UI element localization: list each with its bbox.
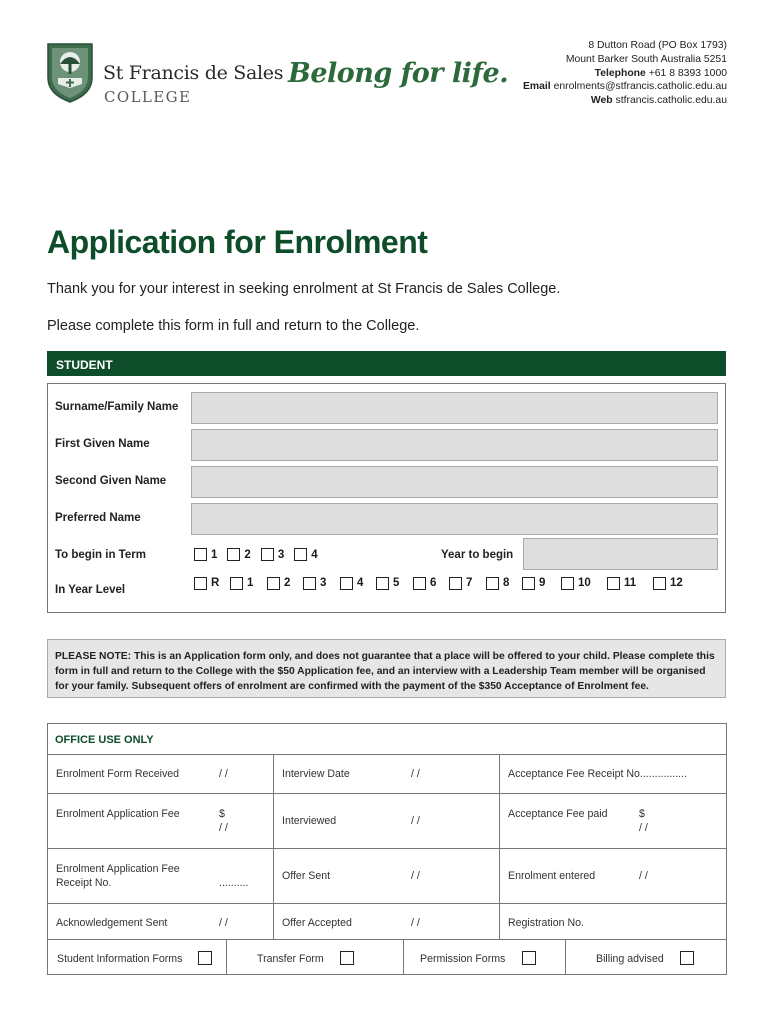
telephone-label: Telephone	[594, 67, 646, 79]
student-info-forms-label: Student Information Forms	[57, 953, 183, 965]
year-level-option[interactable]	[267, 577, 290, 590]
year-level-option[interactable]	[607, 577, 636, 590]
acceptance-fee-paid-date[interactable]: / /	[639, 822, 648, 834]
year-level-option[interactable]	[413, 577, 436, 590]
college-crest-logo	[46, 40, 94, 104]
year-level-option-label: 10	[578, 577, 591, 589]
divider	[48, 848, 726, 849]
office-use-heading: OFFICE USE ONLY	[55, 734, 154, 746]
telephone-value: +61 8 8393 1000	[648, 67, 727, 79]
contact-block	[523, 39, 727, 108]
web-value[interactable]: stfrancis.catholic.edu.au	[615, 95, 727, 107]
transfer-form-checkbox[interactable]	[340, 951, 354, 965]
divider	[499, 754, 500, 939]
year-level-checkbox[interactable]	[303, 577, 316, 590]
year-level-option-label: R	[211, 577, 220, 589]
divider	[48, 903, 726, 904]
year-to-begin-input[interactable]	[523, 538, 718, 570]
divider	[565, 939, 566, 975]
enrolment-entered-label: Enrolment entered	[508, 870, 596, 882]
year-level-checkbox[interactable]	[267, 577, 280, 590]
intro-line-2: Please complete this form in full and return to the College.	[47, 318, 420, 334]
page-title: Application for Enrolment	[47, 224, 428, 260]
year-level-option[interactable]	[449, 577, 472, 590]
logo-college: COLLEGE	[104, 88, 192, 106]
acknowledgement-sent-date[interactable]: / /	[219, 917, 228, 929]
year-level-checkbox[interactable]	[522, 577, 535, 590]
term-option-label: 1	[211, 548, 218, 561]
surname-label: Surname/Family Name	[55, 401, 179, 413]
year-level-option-label: 3	[320, 577, 327, 589]
year-level-option-label: 6	[430, 577, 437, 589]
year-level-checkbox[interactable]	[340, 577, 353, 590]
year-level-checkbox[interactable]	[486, 577, 499, 590]
divider	[48, 793, 726, 794]
billing-advised-label: Billing advised	[596, 953, 664, 965]
billing-advised-checkbox[interactable]	[680, 951, 694, 965]
enrolment-entered-date[interactable]: / /	[639, 870, 648, 882]
year-level-option[interactable]	[486, 577, 509, 590]
year-level-checkbox[interactable]	[449, 577, 462, 590]
permission-forms-label: Permission Forms	[420, 953, 506, 965]
student-section	[47, 383, 726, 613]
preferred-name-label: Preferred Name	[55, 512, 141, 524]
acceptance-fee-paid-label: Acceptance Fee paid	[508, 808, 608, 820]
term-checkbox[interactable]	[261, 548, 274, 561]
permission-forms-checkbox[interactable]	[522, 951, 536, 965]
student-section-heading: STUDENT	[47, 351, 726, 376]
year-level-option[interactable]	[376, 577, 399, 590]
term-options	[194, 548, 318, 561]
year-level-option-label: 11	[624, 577, 637, 589]
acceptance-fee-receipt-value[interactable]: ...............	[642, 768, 688, 780]
acceptance-fee-receipt-label	[508, 767, 687, 781]
offer-accepted-label: Offer Accepted	[282, 917, 352, 929]
office-use-section	[47, 723, 727, 975]
tagline: Belong for life.	[288, 58, 509, 89]
year-level-option-label: 12	[670, 577, 683, 589]
year-level-option-label: 8	[503, 577, 510, 589]
year-level-checkbox[interactable]	[413, 577, 426, 590]
year-level-checkbox[interactable]	[194, 577, 207, 590]
term-option[interactable]	[194, 548, 217, 561]
preferred-name-input[interactable]	[191, 503, 718, 535]
year-level-option-label: 7	[466, 577, 473, 589]
year-level-option[interactable]	[340, 577, 363, 590]
year-level-checkbox[interactable]	[653, 577, 666, 590]
surname-input[interactable]	[191, 392, 718, 424]
logo-name: St Francis de Sales	[103, 62, 284, 84]
first-name-input[interactable]	[191, 429, 718, 461]
term-option-label: 2	[244, 548, 251, 561]
interview-date-label: Interview Date	[282, 768, 350, 780]
address-line-1: 8 Dutton Road (PO Box 1793)	[588, 40, 727, 51]
divider	[48, 754, 726, 755]
registration-no-label: Registration No.	[508, 917, 584, 929]
term-option-label: 4	[311, 548, 318, 561]
email-line	[523, 80, 727, 94]
fee-receipt-value[interactable]: ..........	[219, 877, 249, 889]
enrolment-form-received-label: Enrolment Form Received	[56, 768, 180, 780]
term-label: To begin in Term	[55, 549, 146, 561]
year-level-checkbox[interactable]	[230, 577, 243, 590]
intro-line-1: Thank you for your interest in seeking enrolment at St Francis de Sales College.	[47, 281, 561, 297]
application-note: PLEASE NOTE: This is an Application form only, and does not guarantee that a place will be offered to your child. Please complete this form in full and return to the College with the $50 Application fee, and an interview with a Leadership Team member will be organised for your family. Subsequent offers of enrolment are confirmed with the payment of the $350 Acceptance of Enrolment fee.	[47, 639, 726, 698]
year-level-option[interactable]	[194, 577, 219, 590]
offer-sent-date[interactable]: / /	[411, 870, 420, 882]
interviewed-label: Interviewed	[282, 815, 337, 827]
divider	[403, 939, 404, 975]
fee-receipt-label-line-1: Enrolment Application Fee	[56, 863, 180, 875]
second-name-label: Second Given Name	[55, 475, 167, 487]
interview-date-value[interactable]: / /	[411, 768, 420, 780]
year-level-option-label: 2	[284, 577, 291, 589]
address-line-2: Mount Barker South Australia 5251	[565, 53, 727, 65]
offer-accepted-date[interactable]: / /	[411, 917, 420, 929]
year-level-option[interactable]	[303, 577, 326, 590]
year-level-option[interactable]	[561, 577, 591, 590]
year-level-checkbox[interactable]	[607, 577, 620, 590]
fee-receipt-label-line-2: Receipt No.	[56, 877, 112, 889]
term-option-label: 3	[277, 548, 285, 561]
interviewed-date[interactable]: / /	[411, 815, 420, 827]
divider	[226, 939, 227, 975]
year-level-option-label: 4	[357, 577, 364, 589]
year-level-option-label: 1	[247, 577, 254, 589]
offer-sent-label: Offer Sent	[282, 870, 331, 882]
telephone-line	[523, 67, 727, 81]
year-to-begin-label: Year to begin	[441, 549, 514, 561]
application-fee-date[interactable]: / /	[219, 822, 228, 834]
enrolment-application-fee-label: Enrolment Application Fee	[56, 808, 180, 820]
term-checkbox[interactable]	[294, 548, 307, 561]
year-level-checkbox[interactable]	[376, 577, 389, 590]
second-name-input[interactable]	[191, 466, 718, 498]
divider	[273, 754, 274, 939]
application-fee-dollar: $	[219, 808, 225, 820]
term-checkbox[interactable]	[227, 548, 240, 561]
term-option[interactable]	[261, 548, 284, 561]
term-checkbox[interactable]	[194, 548, 207, 561]
student-info-forms-checkbox[interactable]	[198, 951, 212, 965]
web-line	[523, 94, 727, 108]
year-level-option-label: 5	[393, 577, 400, 589]
term-option[interactable]	[227, 548, 250, 561]
acknowledgement-sent-label: Acknowledgement Sent	[56, 917, 168, 929]
first-name-label: First Given Name	[55, 438, 150, 450]
enrolment-form-received-date[interactable]: / /	[219, 768, 228, 780]
acceptance-fee-dollar: $	[639, 808, 645, 820]
year-level-option[interactable]	[230, 577, 253, 590]
term-option[interactable]	[294, 548, 317, 561]
email-value[interactable]: enrolments@stfrancis.catholic.edu.au	[553, 81, 727, 93]
year-level-option[interactable]	[653, 577, 683, 590]
acceptance-fee-receipt-text: Acceptance Fee Receipt No.	[508, 768, 643, 780]
year-level-checkbox[interactable]	[561, 577, 574, 590]
transfer-form-label: Transfer Form	[257, 953, 324, 965]
year-level-label: In Year Level	[55, 584, 126, 596]
email-label: Email	[522, 81, 551, 93]
year-level-option-label: 9	[539, 577, 546, 589]
divider	[48, 939, 726, 940]
web-label: Web	[590, 95, 613, 107]
year-level-option[interactable]	[522, 577, 545, 590]
